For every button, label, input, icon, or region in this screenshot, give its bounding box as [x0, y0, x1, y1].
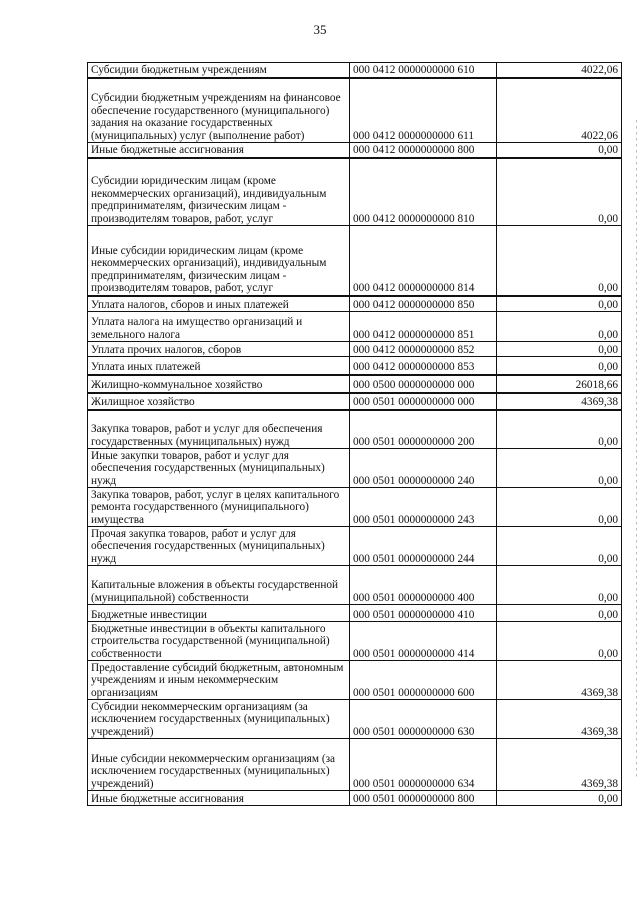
row-sum-cell: 26018,66	[497, 375, 622, 393]
row-sum-cell: 0,00	[497, 605, 622, 622]
row-code-cell: 000 0501 0000000000 634	[350, 739, 497, 791]
row-code-cell: 000 0501 0000000000 630	[350, 700, 497, 739]
row-sum-cell: 4369,38	[497, 661, 622, 700]
row-name-cell: Субсидии некоммерческим организациям (за исключением государственных (муниципальных) учреждений)	[88, 700, 350, 739]
row-sum-cell: 0,00	[497, 158, 622, 226]
row-code-cell: 000 0501 0000000000 600	[350, 661, 497, 700]
row-code-cell: 000 0412 0000000000 852	[350, 342, 497, 357]
row-sum-cell: 4369,38	[497, 393, 622, 410]
row-name-cell: Бюджетные инвестиции в объекты капитального строительства государственной (муниципальной) собственности	[88, 622, 350, 661]
row-sum-cell: 4369,38	[497, 739, 622, 791]
row-sum-cell: 0,00	[497, 296, 622, 312]
row-name-cell: Иные субсидии юридическим лицам (кроме некоммерческих организаций), индивидуальным предпринимателям, физическим лицам - производителям товаров, работ, услуг	[88, 226, 350, 296]
table-row	[88, 605, 622, 622]
row-code-cell: 000 0501 0000000000 200	[350, 410, 497, 449]
table-row	[88, 791, 622, 806]
table-row	[88, 158, 622, 226]
row-code-cell: 000 0501 0000000000 410	[350, 605, 497, 622]
row-name-cell: Иные закупки товаров, работ и услуг для обеспечения государственных (муниципальных) нужд	[88, 449, 350, 488]
row-name-cell: Жилищно-коммунальное хозяйство	[88, 375, 350, 393]
row-name-cell: Иные бюджетные ассигнования	[88, 143, 350, 158]
row-code-cell: 000 0412 0000000000 800	[350, 143, 497, 158]
row-code-cell: 000 0501 0000000000 240	[350, 449, 497, 488]
row-code-cell: 000 0412 0000000000 810	[350, 158, 497, 226]
row-sum-cell: 4022,06	[497, 63, 622, 78]
row-code-cell: 000 0412 0000000000 814	[350, 226, 497, 296]
table-row	[88, 78, 622, 143]
row-code-cell: 000 0501 0000000000 244	[350, 527, 497, 566]
row-name-cell: Субсидии бюджетным учреждениям	[88, 63, 350, 78]
row-name-cell: Субсидии бюджетным учреждениям на финансовое обеспечение государственного (муниципального) задания на оказание государственных (муниципальных) услуг (выполнение работ)	[88, 78, 350, 143]
table-row	[88, 410, 622, 449]
row-sum-cell: 0,00	[497, 342, 622, 357]
table-row	[88, 143, 622, 158]
row-code-cell: 000 0501 0000000000 400	[350, 566, 497, 605]
row-code-cell: 000 0501 0000000000 000	[350, 393, 497, 410]
table-row	[88, 739, 622, 791]
row-name-cell: Иные бюджетные ассигнования	[88, 791, 350, 806]
row-name-cell: Капитальные вложения в объекты государственной (муниципальной) собственности	[88, 566, 350, 605]
table-row	[88, 527, 622, 566]
row-name-cell: Уплата налогов, сборов и иных платежей	[88, 296, 350, 312]
table-row	[88, 375, 622, 393]
page-number: 35	[313, 22, 327, 37]
budget-table	[87, 62, 622, 806]
row-code-cell: 000 0501 0000000000 243	[350, 488, 497, 527]
row-sum-cell: 0,00	[497, 410, 622, 449]
row-sum-cell: 0,00	[497, 312, 622, 342]
row-code-cell: 000 0412 0000000000 850	[350, 296, 497, 312]
table-row	[88, 566, 622, 605]
row-name-cell: Закупка товаров, работ и услуг для обеспечения государственных (муниципальных) нужд	[88, 410, 350, 449]
row-code-cell: 000 0500 0000000000 000	[350, 375, 497, 393]
table-row	[88, 700, 622, 739]
row-sum-cell: 0,00	[497, 488, 622, 527]
row-sum-cell: 4022,06	[497, 78, 622, 143]
row-sum-cell: 0,00	[497, 143, 622, 158]
row-code-cell: 000 0501 0000000000 800	[350, 791, 497, 806]
row-sum-cell: 0,00	[497, 566, 622, 605]
table-row	[88, 226, 622, 296]
budget-table-body	[88, 63, 622, 806]
row-sum-cell: 0,00	[497, 226, 622, 296]
row-code-cell: 000 0501 0000000000 414	[350, 622, 497, 661]
table-row	[88, 488, 622, 527]
table-row	[88, 449, 622, 488]
row-name-cell: Бюджетные инвестиции	[88, 605, 350, 622]
row-name-cell: Субсидии юридическим лицам (кроме некоммерческих организаций), индивидуальным предпринимателям, физическим лицам - производителям товаров, работ, услуг	[88, 158, 350, 226]
scan-edge-line	[636, 120, 637, 780]
row-name-cell: Прочая закупка товаров, работ и услуг для обеспечения государственных (муниципальных) нужд	[88, 527, 350, 566]
table-row	[88, 661, 622, 700]
row-sum-cell: 0,00	[497, 449, 622, 488]
table-row	[88, 342, 622, 357]
row-sum-cell: 0,00	[497, 622, 622, 661]
row-code-cell: 000 0412 0000000000 851	[350, 312, 497, 342]
row-sum-cell: 0,00	[497, 527, 622, 566]
row-name-cell: Закупка товаров, работ, услуг в целях капитального ремонта государственного (муниципального) имущества	[88, 488, 350, 527]
row-code-cell: 000 0412 0000000000 611	[350, 78, 497, 143]
table-row	[88, 622, 622, 661]
row-name-cell: Уплата прочих налогов, сборов	[88, 342, 350, 357]
table-row	[88, 357, 622, 375]
row-code-cell: 000 0412 0000000000 610	[350, 63, 497, 78]
table-row	[88, 312, 622, 342]
row-name-cell: Жилищное хозяйство	[88, 393, 350, 410]
table-row	[88, 296, 622, 312]
row-sum-cell: 4369,38	[497, 700, 622, 739]
row-code-cell: 000 0412 0000000000 853	[350, 357, 497, 375]
row-sum-cell: 0,00	[497, 357, 622, 375]
table-row	[88, 63, 622, 78]
row-name-cell: Уплата иных платежей	[88, 357, 350, 375]
row-sum-cell: 0,00	[497, 791, 622, 806]
row-name-cell: Иные субсидии некоммерческим организациям (за исключением государственных (муниципальных) учреждений)	[88, 739, 350, 791]
row-name-cell: Уплата налога на имущество организаций и земельного налога	[88, 312, 350, 342]
table-row	[88, 393, 622, 410]
row-name-cell: Предоставление субсидий бюджетным, автономным учреждениям и иным некоммерческим организациям	[88, 661, 350, 700]
